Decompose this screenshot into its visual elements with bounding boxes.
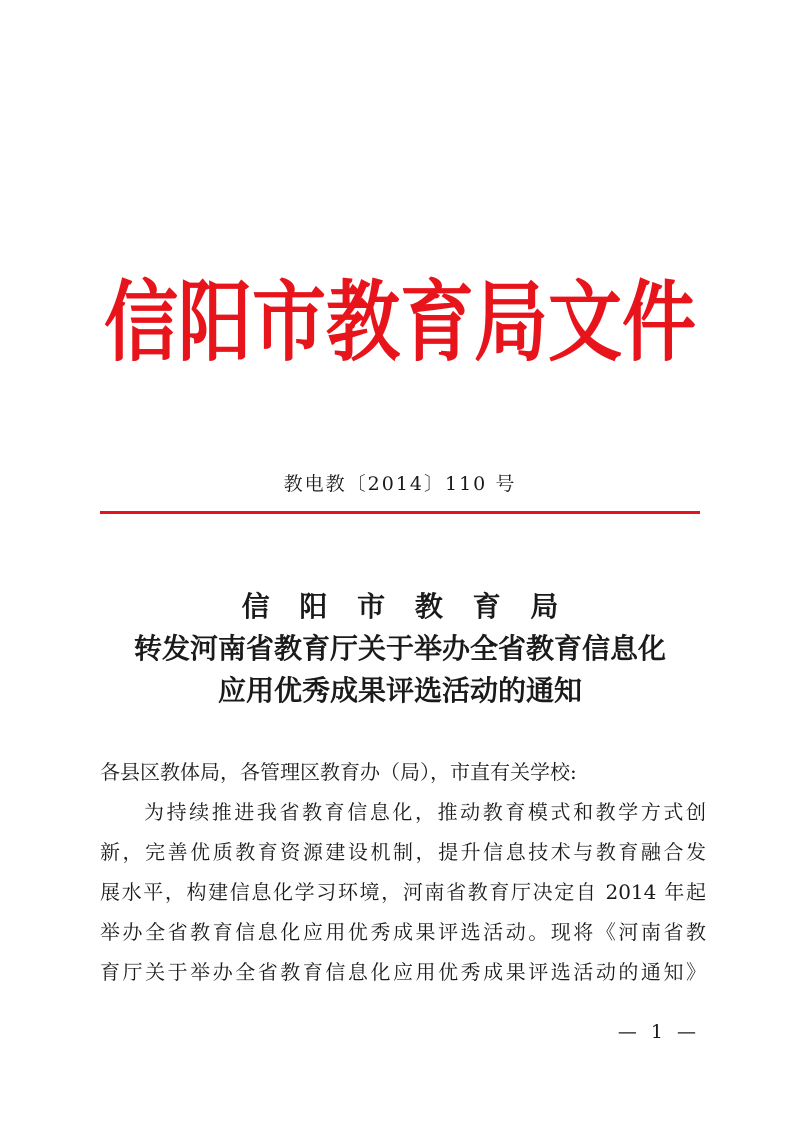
paragraph-line: 为持续推进我省教育信息化，推动教育模式和教学方式创: [144, 800, 706, 824]
paragraph-line: 育厅关于举办全省教育信息化应用优秀成果评选活动的通知》: [100, 960, 706, 984]
paragraph-line: 新，完善优质教育资源建设机制，提升信息技术与教育融合发: [100, 840, 706, 864]
document-body: [100, 752, 706, 992]
title-issuer: 信 阳 市 教 育 局: [241, 590, 569, 623]
page-number: — 1 —: [617, 1021, 700, 1043]
document-number: 教电教〔2014〕110 号: [283, 473, 517, 495]
document-title: [100, 586, 700, 712]
document-masthead: 信阳市教育局文件: [104, 272, 696, 374]
title-subject-line-1: 转发河南省教育厅关于举办全省教育信息化: [133, 632, 666, 665]
paragraph-line: 举办全省教育信息化应用优秀成果评选活动。现将《河南省教: [100, 920, 706, 944]
paragraph-line: 展水平，构建信息化学习环境，河南省教育厅决定自 2014 年起: [100, 880, 706, 904]
title-subject-line-2: 应用优秀成果评选活动的通知: [217, 674, 582, 707]
red-divider-line: [100, 511, 700, 514]
salutation: 各县区教体局，各管理区教育办（局），市直有关学校:: [100, 760, 577, 784]
